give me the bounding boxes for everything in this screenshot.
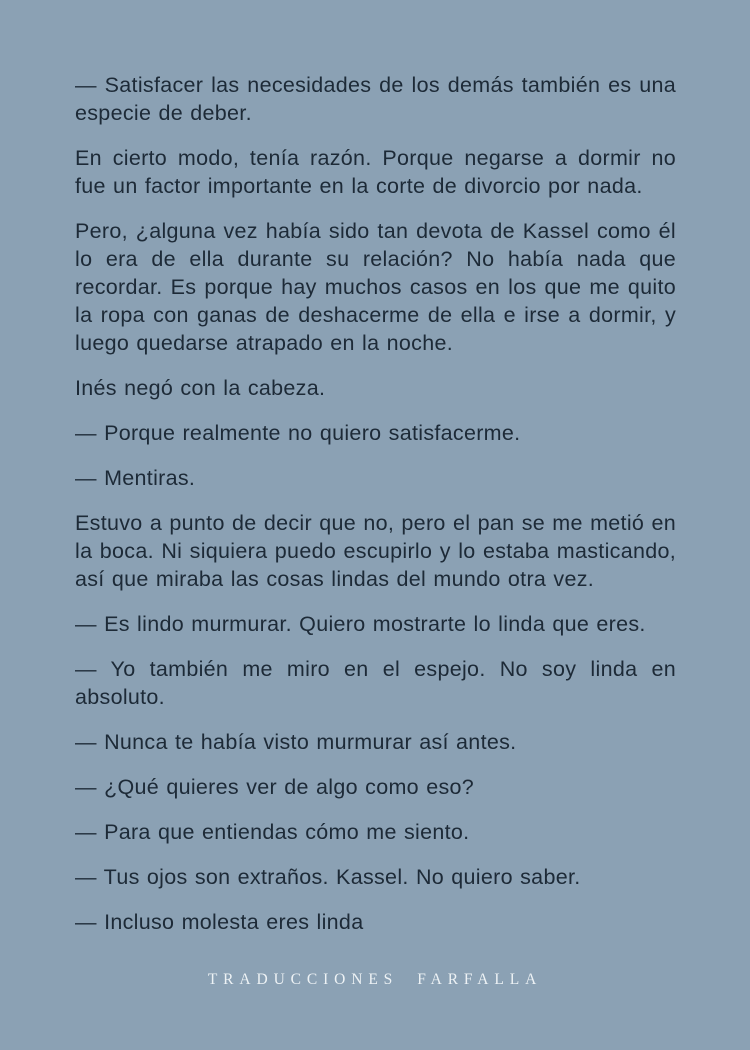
paragraph: — Incluso molesta eres linda (75, 910, 364, 934)
paragraph: — Mentiras. (75, 466, 196, 490)
paragraph: Pero, ¿alguna vez había sido tan devota de Kassel como él lo era de ella durante su relación? No había nada que recordar. Es porque hay muchos casos en los que me quito la ropa con ganas de deshacerme de ella e irse a dormir, y luego quedarse atrapado en la noche. (75, 219, 676, 355)
paragraph: — Para que entiendas cómo me siento. (75, 820, 470, 844)
paragraph: — Satisfacer las necesidades de los demás también es una especie de deber. (75, 73, 676, 125)
paragraph: — Es lindo murmurar. Quiero mostrarte lo linda que eres. (75, 612, 646, 636)
translator-credit: TRADUCCIONES FARFALLA (207, 971, 543, 988)
text-content (75, 71, 676, 953)
paragraph: — Porque realmente no quiero satisfacerme. (75, 421, 521, 445)
paragraph: — Nunca te había visto murmurar así antes. (75, 730, 517, 754)
paragraph: Estuvo a punto de decir que no, pero el pan se me metió en la boca. Ni siquiera puedo escupirlo y lo estaba masticando, así que miraba las cosas lindas del mundo otra vez. (75, 511, 676, 591)
paragraph: En cierto modo, tenía razón. Porque negarse a dormir no fue un factor importante en la corte de divorcio por nada. (75, 146, 676, 198)
paragraph: — Tus ojos son extraños. Kassel. No quiero saber. (75, 865, 581, 889)
paragraph: Inés negó con la cabeza. (75, 376, 326, 400)
paragraph: — Yo también me miro en el espejo. No soy linda en absoluto. (75, 657, 676, 709)
paragraph: — ¿Qué quieres ver de algo como eso? (75, 775, 475, 799)
